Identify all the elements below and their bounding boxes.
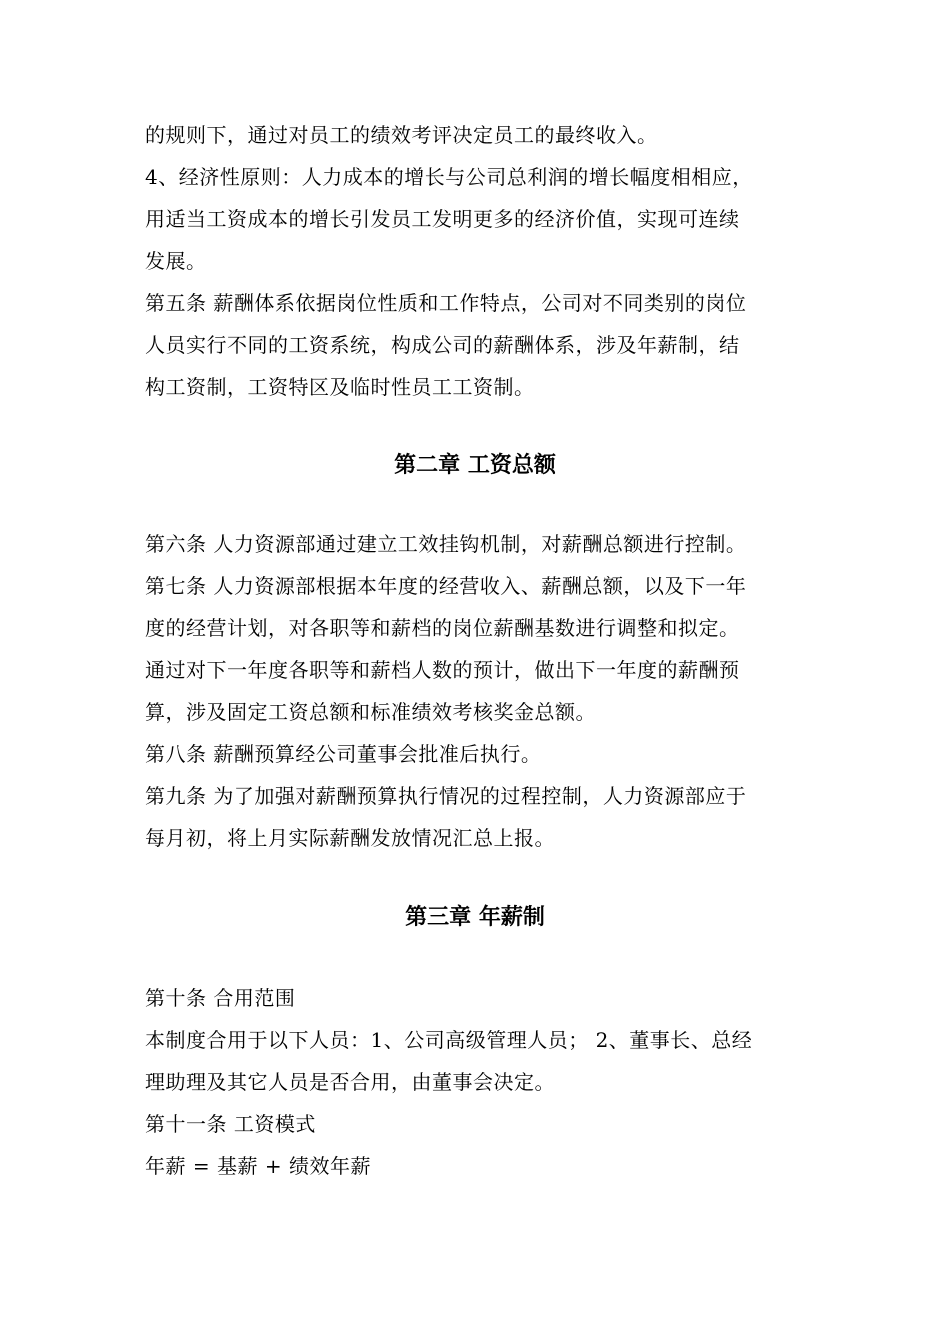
text-line: 的规则下，通过对员工的绩效考评决定员工的最终收入。	[145, 123, 658, 147]
text-line: 第九条 为了加强对薪酬预算执行情况的过程控制，人力资源部应于	[145, 784, 747, 808]
text-line: 第十一条 工资模式	[145, 1112, 316, 1136]
text-line: 人员实行不同的工资系统，构成公司的薪酬体系，涉及年薪制，结	[145, 333, 740, 357]
text-line: 度的经营计划，对各职等和薪档的岗位薪酬基数进行调整和拟定。	[145, 616, 740, 640]
text-line: 第六条 人力资源部通过建立工效挂钩机制，对薪酬总额进行控制。	[145, 532, 747, 556]
text-line: 通过对下一年度各职等和薪档人数的预计，做出下一年度的薪酬预	[145, 658, 740, 682]
text-line: 第七条 人力资源部根据本年度的经营收入、薪酬总额，以及下一年	[145, 574, 747, 598]
text-line: 第五条 薪酬体系依据岗位性质和工作特点，公司对不同类别的岗位	[145, 291, 747, 315]
text-line: 算，涉及固定工资总额和标准绩效考核奖金总额。	[145, 700, 596, 724]
text-line: 4、经济性原则：人力成本的增长与公司总利润的增长幅度相相应，	[145, 165, 753, 189]
text-line: 用适当工资成本的增长引发员工发明更多的经济价值，实现可连续	[145, 207, 740, 231]
text-line: 理助理及其它人员是否合用，由董事会决定。	[145, 1070, 555, 1094]
chapter-heading: 第二章 工资总额	[394, 453, 556, 478]
text-line: 第八条 薪酬预算经公司董事会批准后执行。	[145, 742, 542, 766]
text-line: 每月初，将上月实际薪酬发放情况汇总上报。	[145, 826, 555, 850]
text-line: 本制度合用于以下人员：1、公司高级管理人员； 2、董事长、总经	[145, 1028, 753, 1052]
text-line: 构工资制，工资特区及临时性员工工资制。	[145, 375, 535, 399]
text-line: 第十条 合用范围	[145, 986, 296, 1010]
chapter-heading: 第三章 年薪制	[405, 905, 545, 930]
text-line: 年薪 = 基薪 + 绩效年薪	[145, 1154, 371, 1178]
text-line: 发展。	[145, 249, 207, 273]
